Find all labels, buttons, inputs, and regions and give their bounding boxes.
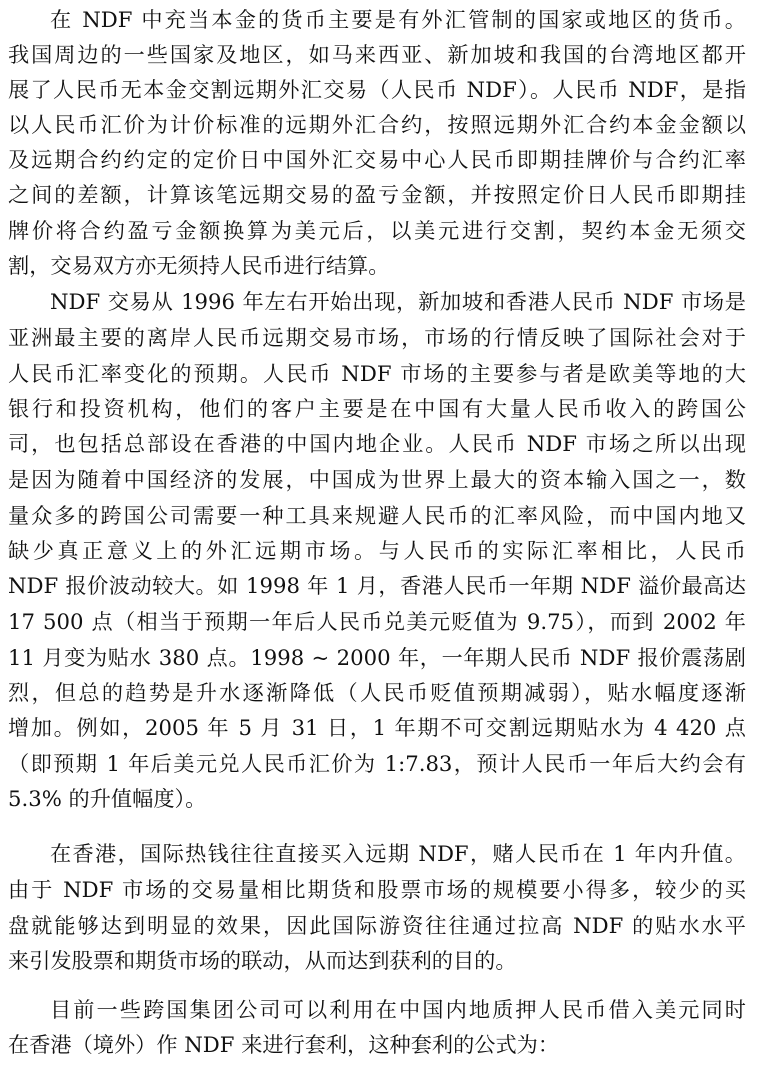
paragraph-2-line-14: （即预期 1 年后美元兑人民币汇价为 1:7.83，预计人民币一年后大约会有: [8, 751, 746, 776]
paragraph-1-line-1: 在 NDF 中充当本金的货币主要是有外汇管制的国家或地区的货币。: [50, 7, 746, 32]
paragraph-2-line-8: 缺少真正意义上的外汇远期市场。与人民币的实际汇率相比，人民币: [8, 538, 746, 563]
paragraph-3-line-2: 由于 NDF 市场的交易量相比期货和股票市场的规模要小得多，较少的买: [8, 877, 746, 902]
paragraph-4-line-1: 目前一些跨国集团公司可以利用在中国内地质押人民币借入美元同时: [50, 997, 746, 1022]
paragraph-2-line-11: 11 月变为贴水 380 点。1998 ~ 2000 年，一年期人民币 NDF 报价震荡剧: [8, 645, 746, 670]
paragraph-3-line-1: 在香港，国际热钱往往直接买入远期 NDF，赌人民币在 1 年内升值。: [50, 841, 746, 866]
paragraph-3-line-4: 来引发股票和期货市场的联动，从而达到获利的目的。: [8, 948, 517, 973]
paragraph-2-line-9: NDF 报价波动较大。如 1998 年 1 月，香港人民币一年期 NDF 溢价最高达: [8, 573, 746, 598]
paragraph-2-line-5: 司，也包括总部设在香港的中国内地企业。人民币 NDF 市场之所以出现: [8, 431, 746, 456]
paragraph-1-line-7: 牌价将合约盈亏金额换算为美元后，以美元进行交割，契约本金无须交: [8, 218, 746, 243]
paragraph-2-line-2: 亚洲最主要的离岸人民币远期交易市场，市场的行情反映了国际社会对于: [8, 325, 746, 350]
paragraph-2-line-12: 烈，但总的趋势是升水逐渐降低（人民币贬值预期减弱），贴水幅度逐渐: [8, 680, 746, 705]
paragraph-1-line-5: 及远期合约约定的定价日中国外汇交易中心人民币即期挂牌价与合约汇率: [8, 147, 746, 172]
paragraph-1-line-3: 展了人民币无本金交割远期外汇交易（人民币 NDF）。人民币 NDF，是指: [8, 77, 746, 102]
paragraph-2-line-7: 量众多的跨国公司需要一种工具来规避人民币的汇率风险，而中国内地又: [8, 503, 746, 528]
paragraph-2-line-10: 17 500 点（相当于预期一年后人民币兑美元贬值为 9.75），而到 2002 年: [8, 609, 746, 634]
paragraph-1-line-4: 以人民币汇价为计价标准的远期外汇合约，按照远期外汇合约本金金额以: [8, 112, 746, 137]
paragraph-4-line-2: 在香港（境外）作 NDF 来进行套利，这种套利的公式为：: [8, 1032, 560, 1057]
paragraph-2-line-4: 银行和投资机构，他们的客户主要是在中国有大量人民币收入的跨国公: [8, 396, 746, 421]
paragraph-3-line-3: 盘就能够达到明显的效果，因此国际游资往往通过拉高 NDF 的贴水水平: [8, 913, 746, 938]
paragraph-1-line-6: 之间的差额，计算该笔远期交易的盈亏金额，并按照定价日人民币即期挂: [8, 182, 746, 207]
paragraph-2-line-15: 5.3% 的升值幅度）。: [8, 786, 207, 811]
paragraph-2-line-6: 是因为随着中国经济的发展，中国成为世界上最大的资本输入国之一，数: [8, 467, 746, 492]
paragraph-2-line-13: 增加。例如，2005 年 5 月 31 日，1 年期不可交割远期贴水为 4 420 点: [8, 715, 746, 740]
paragraph-2-line-3: 人民币汇率变化的预期。人民币 NDF 市场的主要参与者是欧美等地的大: [8, 361, 746, 386]
paragraph-1-line-8: 割，交易双方亦无须持人民币进行结算。: [8, 253, 390, 278]
paragraph-2-line-1: NDF 交易从 1996 年左右开始出现，新加坡和香港人民币 NDF 市场是: [50, 289, 746, 314]
paragraph-1-line-2: 我国周边的一些国家及地区，如马来西亚、新加坡和我国的台湾地区都开: [8, 42, 746, 67]
